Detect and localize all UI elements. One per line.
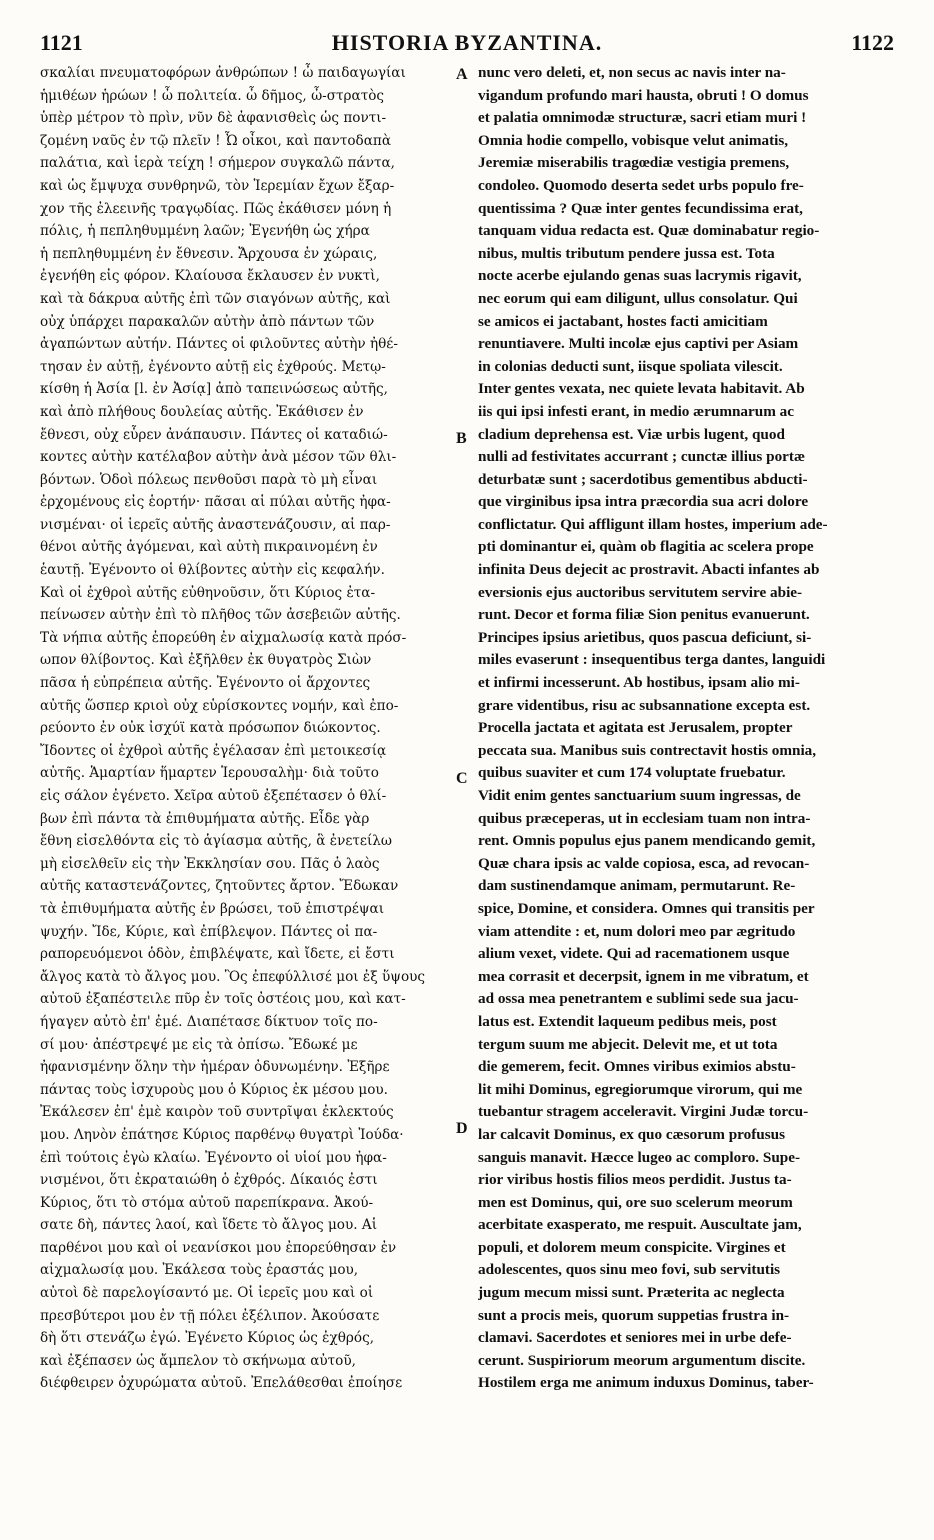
- latin-text-line: die gemerem, fecit. Omnes viribus eximios abstu-: [478, 1058, 796, 1076]
- latin-text-line: men est Dominus, qui, ore suo scelerum meorum: [478, 1193, 793, 1211]
- greek-text-line: ἐρχομένους εἰς ἑορτήν· πᾶσαι αἱ πύλαι αὐτῆς ἠφα-: [40, 494, 391, 511]
- latin-text-line: Procella jactata et agitata est Jerusalem, propter: [478, 719, 793, 737]
- greek-text-line: εἰς σάλον ἐγένετο. Χεῖρα αὐτοῦ ἐξεπέτασεν ὁ θλί-: [40, 788, 387, 804]
- latin-text-line: conflictatur. Qui affligunt illam hostes, imperium ade-: [478, 515, 828, 533]
- greek-text-line: αὐτῆς. Ἁμαρτίαν ἥμαρτεν Ἱερουσαλὴμ· διὰ τοῦτο: [40, 765, 379, 782]
- greek-text-line: παλάτια, καὶ ἱερὰ τείχη ! σήμερον συγκαλῶ πάντα,: [40, 155, 395, 172]
- greek-text-line: ἔθνεσι, οὐχ εὗρεν ἀνάπαυσιν. Πάντες οἱ καταδιώ-: [40, 426, 388, 443]
- latin-text-line: viam attendite : et, num dolori meo par ægritudo: [478, 922, 796, 940]
- running-title: HISTORIA BYZANTINA.: [331, 30, 603, 55]
- greek-text-line: ἑαυτῇ. Ἐγένοντο οἱ θλίβοντες αὐτὴν εἰς κεφαλήν.: [40, 562, 385, 579]
- greek-text-line: καὶ ἐξέπασεν ὡς ἄμπελον τὸ σκήνωμα αὐτοῦ,: [40, 1352, 356, 1369]
- greek-text-line: ἡ πεπληθυμμένη ἐν ἔθνεσιν. Ἄρχουσα ἐν χώραις,: [40, 245, 378, 262]
- greek-text-line: οὐχ ὑπάρχει παρακαλῶν αὐτὴν ἀπὸ πάντων τῶν: [40, 313, 375, 330]
- greek-text-line: νισμέναι· οἱ ἱερεῖς αὐτῆς ἀναστενάζουσιν, αἱ παρ-: [40, 516, 391, 533]
- greek-text-line: ἡμιθέων ἡρώων ! ὦ πολιτεία. ὦ δῆμος, ὦ-στρατὸς: [40, 87, 385, 104]
- greek-text-line: αἰχμαλωσίᾳ μου. Ἐκάλεσα τοὺς ἐραστάς μου,: [40, 1262, 359, 1279]
- latin-text-line: rent. Omnis populus ejus panem mendicando gemit,: [478, 832, 816, 850]
- greek-column: [40, 62, 460, 1512]
- greek-text-line: σκαλίαι πνευματοφόρων ἀνθρώπων ! ὦ παιδαγωγίαι: [40, 65, 406, 81]
- latin-column: [478, 62, 896, 1512]
- greek-text-line: ἐγενήθη εἰς φόρον. Κλαίουσα ἔκλαυσεν ἐν νυκτὶ,: [40, 268, 380, 285]
- latin-text-line: peccata sua. Manibus suis contrectavit hostis omnia,: [478, 741, 817, 759]
- latin-text-line: Quæ chara ipsis ac valde copiosa, esca, ad revocan-: [478, 854, 810, 872]
- greek-text-line: ζομένη ναῦς ἐν τῷ πλεῖν ! Ὦ οἶκοι, καὶ παντοδαπὰ: [40, 132, 392, 149]
- latin-text-line: mea corrasit et decerpsit, ignem in me vibratum, et: [478, 967, 809, 985]
- latin-text-line: lit mihi Dominus, egregiorumque virorum, qui me: [478, 1080, 803, 1098]
- section-marker-d: D: [456, 1120, 468, 1137]
- latin-text-line: tergum suum me abjecit. Delevit me, et ut tota: [478, 1035, 778, 1053]
- latin-text-line: adolescentes, quos sinu meo fovi, sub servitutis: [478, 1261, 781, 1279]
- latin-text-line: cladium deprehensa est. Viæ urbis lugent, quod: [478, 425, 785, 443]
- latin-text-line: quibus suaviter et cum 174 voluptate fruebatur.: [478, 764, 786, 782]
- section-marker-b: B: [456, 430, 467, 447]
- latin-text-line: Omnia hodie compello, vobisque velut animatis,: [478, 131, 789, 149]
- latin-text-line: tanquam vidua redacta est. Quæ dominabatur regio-: [478, 222, 820, 240]
- greek-text-line: μὴ εἰσελθεῖν εἰς τὴν Ἐκκλησίαν σου. Πᾶς ὁ λαὸς: [40, 855, 380, 872]
- greek-text-line: αὐτῆς ὥσπερ κριοὶ οὐχ εὑρίσκοντες νομήν, καὶ ἐπο-: [40, 697, 399, 714]
- latin-text-line: latus est. Extendit laqueum pedibus meis, post: [478, 1012, 777, 1030]
- greek-text-line: καὶ ὡς ἔμψυχα συνθρηνῶ, τὸν Ἱερεμίαν ἔχων ἔξαρ-: [40, 177, 395, 194]
- greek-text-line: παρθένοι μου καὶ οἱ νεανίσκοι μου ἐπορεύθησαν ἐν: [40, 1239, 397, 1256]
- latin-text-line: dam sustinendamque animam, permutarunt. Re-: [478, 877, 796, 895]
- greek-text-line: αὐτῆς καταστενάζοντες, ζητοῦντες ἄρτον. Ἔδωκαν: [40, 878, 399, 895]
- greek-text-line: ἐπὶ τούτοις ἐγὼ κλαίω. Ἐγένοντο οἱ υἱοί μου ἠφα-: [40, 1149, 387, 1166]
- greek-text-line: τὰ ἐπιθυμήματα αὐτῆς ἐν βρώσει, τοῦ ἐπιστρέψαι: [40, 900, 385, 917]
- greek-text-line: κοντες αὐτὴν κατέλαβον αὐτὴν ἀνὰ μέσον τῶν θλι-: [40, 449, 397, 466]
- latin-text-line: runt. Decor et forma filiæ Sion penitus evanuerunt.: [478, 606, 810, 624]
- greek-text-line: δὴ ὅτι στενάζω ἐγώ. Ἐγένετο Κύριος ὡς ἐχθρός,: [40, 1330, 375, 1347]
- latin-text-line: condoleo. Quomodo deserta sedet urbs populo fre-: [478, 176, 804, 194]
- latin-text-line: clamavi. Sacerdotes et seniores mei in urbe defe-: [478, 1329, 792, 1347]
- latin-text-line: nocte acerbe ejulando genas suas lacrymis rigavit,: [478, 267, 802, 285]
- latin-text-line: ad ossa mea penetrantem e sublimi sede sua jacu-: [478, 990, 799, 1008]
- greek-text-line: ρεύοντο ἐν οὐκ ἰσχύϊ κατὰ πρόσωπον διώκοντος.: [40, 720, 381, 737]
- latin-text-line: se amicos ei jactabant, hostes facti amicitiam: [478, 312, 768, 330]
- latin-text-line: sunt a procis meis, quorum suppetias frustra in-: [478, 1306, 790, 1324]
- greek-text-line: διέφθειρεν ὀχυρώματα αὐτοῦ. Ἐπελάθεσθαι ἐποίησε: [40, 1375, 403, 1392]
- latin-text-line: sanguis manavit. Hæcce lugeo ac comploro. Supe-: [478, 1148, 801, 1166]
- latin-text-line: Inter gentes vexata, nec quiete levata habitavit. Ab: [478, 380, 805, 398]
- greek-text-line: Κύριος, ὅτι τὸ στόμα αὐτοῦ παρεπίκρανα. Ἀκού-: [40, 1194, 374, 1211]
- latin-text-line: nunc vero deleti, et, non secus ac navis inter na-: [478, 64, 786, 81]
- latin-text-line: iis qui ipsi infesti erant, in medio ærumnarum ac: [478, 402, 795, 420]
- page-header: [40, 30, 894, 58]
- greek-text-line: καὶ τὰ δάκρυα αὐτῆς ἐπὶ τῶν σιαγόνων αὐτῆς, καὶ: [40, 290, 391, 307]
- greek-text-line: Τὰ νήπια αὐτῆς ἐπορεύθη ἐν αἰχμαλωσίᾳ κατὰ πρόσ-: [40, 629, 407, 646]
- latin-text-line: Vidit enim gentes sanctuarium suum ingressas, de: [478, 787, 801, 804]
- greek-text-line: αὐτοὶ δὲ παρελογίσαντό με. Οἱ ἱερεῖς μου καὶ οἱ: [40, 1285, 374, 1302]
- greek-text-line: θένοι αὐτῆς ἀγόμεναι, καὶ αὐτὴ πικραινομένη ἐν: [40, 539, 378, 556]
- greek-text-line: πόλις, ἡ πεπληθυμμένη λαῶν; Ἐγενήθη ὡς χήρα: [40, 223, 370, 240]
- section-marker-a: A: [456, 66, 468, 83]
- greek-text-line: Καὶ οἱ ἐχθροὶ αὐτῆς εὐθηνοῦσιν, ὅτι Κύριος ἐτα-: [40, 584, 376, 601]
- greek-text-line: νισμένοι, ὅτι ἐκραταιώθη ὁ ἐχθρός. Δίκαιός ἐστι: [40, 1172, 378, 1189]
- right-page-number: 1122: [851, 30, 894, 55]
- latin-text-line: Principes ipsius arietibus, quos pascua deficiunt, si-: [478, 628, 812, 646]
- latin-text-line: infinita Deus dejecit ac prostravit. Abacti infantes ab: [478, 561, 820, 579]
- greek-text-line: πᾶσα ἡ εὐπρέπεια αὐτῆς. Ἐγένοντο οἱ ἄρχοντες: [40, 675, 371, 692]
- greek-text-line: ραπορευόμενοι ὁδὸν, ἐπιβλέψατε, καὶ ἴδετε, εἰ ἔστι: [40, 946, 395, 963]
- greek-text-line: καὶ ἀπὸ πλήθους δουλείας αὐτῆς. Ἐκάθισεν ἐν: [40, 403, 364, 420]
- latin-text-line: grare videntibus, risu ac subsannatione excepta est.: [478, 696, 811, 714]
- greek-text-line: χον τῆς ἐλεεινῆς τραγῳδίας. Πῶς ἐκάθισεν μόνη ἡ: [40, 200, 392, 217]
- greek-text-line: βόντων. Ὁδοὶ πόλεως πενθοῦσι παρὰ τὸ μὴ εἶναι: [40, 471, 378, 488]
- greek-text-line: τησαν ἐν αὐτῇ, ἐγένοντο αὐτῇ εἰς ἐχθρούς. Μετῳ-: [40, 358, 386, 375]
- latin-text-line: nulli ad festivitates accurrant ; cunctæ illius portæ: [478, 448, 805, 466]
- latin-text-line: jugum mecum missi sunt. Præterita ac neglecta: [478, 1284, 785, 1302]
- greek-text-line: σατε δὴ, πάντες λαοί, καὶ ἴδετε τὸ ἄλγος μου. Αἱ: [40, 1217, 378, 1234]
- latin-text-line: Jeremiæ miserabilis tragœdiæ vestigia premens,: [478, 154, 790, 172]
- latin-text-line: et palatia omnimodæ structuræ, sacri etiam muri !: [478, 109, 807, 127]
- latin-text-line: populi, et dolorem meum conspicite. Virgines et: [478, 1238, 786, 1256]
- greek-text-line: ήγαγεν αὐτὸ ἐπ' ἐμέ. Διαπέτασε δίκτυον τοῖς πο-: [40, 1013, 378, 1030]
- latin-text-line: Hostilem erga me animum induxus Dominus, taber-: [478, 1374, 814, 1392]
- latin-text-line: vigandum profundo mari hausta, obruti ! O domus: [478, 86, 809, 104]
- greek-text-line: πείνωσεν αὐτὴν ἐπὶ τὸ πλῆθος τῶν ἀσεβειῶν αὐτῆς.: [40, 607, 401, 624]
- latin-text-line: alium vexet, videte. Qui ad racemationem usque: [478, 945, 790, 963]
- latin-text-line: cerunt. Suspiriorum meorum argumentum discite.: [478, 1351, 806, 1369]
- latin-text-line: nec eorum qui eam diligunt, ullus consolatur. Qui: [478, 289, 798, 307]
- latin-text-line: pti dominantur ei, quàm ob flagitia ac scelera prope: [478, 538, 814, 556]
- greek-text-line: ἔθνη εἰσελθόντα εἰς τὸ ἁγίασμα αὐτῆς, ἃ ἐνετείλω: [40, 833, 392, 850]
- greek-text-line: μου. Ληνὸν ἐπάτησε Κύριος παρθένῳ θυγατρὶ Ἰούδα·: [40, 1126, 404, 1143]
- latin-text-line: nibus, multis tributum pendere jussa est. Tota: [478, 244, 775, 262]
- greek-text-line: πάντας τοὺς ἰσχυροὺς μου ὁ Κύριος ἐκ μέσου μου.: [40, 1081, 389, 1098]
- greek-text-line: ἠφανισμένην ὅλην τὴν ἡμέραν ὀδυνωμένην. Ἐξῆρε: [40, 1059, 390, 1076]
- latin-text-line: acerbitate exasperato, me respuit. Auscultate jam,: [478, 1216, 802, 1234]
- latin-text-line: deturbatæ sunt ; sacerdotibus gementibus abducti-: [478, 470, 808, 488]
- greek-text-line: ωπον θλίβοντος. Καὶ ἐξῆλθεν ἐκ θυγατρὸς Σιὼν: [40, 652, 372, 669]
- latin-text-line: que virginibus ipsa intra præcordia sua acri dolore: [478, 493, 809, 511]
- greek-text-line: Ἴδοντες οἱ ἐχθροὶ αὐτῆς ἐγέλασαν ἐπὶ μετοικεσίᾳ: [40, 742, 387, 759]
- section-marker-c: C: [456, 770, 468, 787]
- left-page-number: 1121: [40, 30, 83, 55]
- greek-text-line: αὐτοῦ ἐξαπέστειλε πῦρ ἐν τοῖς ὀστέοις μου, καὶ κατ-: [40, 991, 406, 1008]
- greek-text-line: πρεσβύτεροι μου ἐν τῇ πόλει ἐξέλιπον. Ἀκούσατε: [40, 1307, 380, 1324]
- latin-text-line: et infirmi incesserunt. Ab hostibus, ipsam alio mi-: [478, 674, 800, 692]
- latin-text-line: renuntiavere. Multi incolæ ejus captivi per Asiam: [478, 335, 799, 353]
- greek-text-line: ἀγαπώντων αὐτήν. Πάντες οἱ φιλοῦντες αὐτὴν ἠθέ-: [40, 336, 398, 353]
- latin-text-line: quentissima ? Quæ inter gentes fecundissima erat,: [478, 199, 803, 217]
- latin-text-line: miles evaserunt : insequentibus terga dantes, languidi: [478, 651, 826, 669]
- greek-text-line: ψυχήν. Ἴδε, Κύριε, καὶ ἐπίβλεψον. Πάντες οἱ πα-: [40, 923, 378, 940]
- greek-text-line: ὑπὲρ μέτρον τὸ πρὶν, νῦν δὲ ἀφανισθεὶς ὡς ποντι-: [40, 110, 387, 127]
- latin-text-line: rior viribus hostis filios meos perdidit. Justus ta-: [478, 1171, 792, 1189]
- greek-text-line: βων ἐπὶ πάντα τὰ ἐπιθυμήματα αὐτῆς. Εἶδε γὰρ: [40, 810, 370, 827]
- latin-text-line: quibus præceperas, ut in ecclesiam tuam non intra-: [478, 809, 811, 827]
- latin-text-line: tuebantur stragem acceleravit. Virgini Judæ torcu-: [478, 1103, 809, 1121]
- greek-text-line: σί μου· ἀπέστρεψέ με εἰς τὰ ὀπίσω. Ἔδωκέ με: [40, 1036, 358, 1053]
- latin-text-line: eversionis ejus auctoribus servitutem servire abie-: [478, 583, 803, 601]
- latin-text-line: in colonias deducti sunt, iisque spoliata vilescit.: [478, 357, 783, 375]
- latin-text-line: spice, Domine, et considera. Omnes qui transitis per: [478, 899, 815, 917]
- greek-text-line: Ἐκάλεσεν ἐπ' ἐμὲ καιρὸν τοῦ συντρῖψαι ἐκλεκτούς: [40, 1104, 394, 1121]
- greek-text-line: κίσθη ἡ Ἀσία [l. ἐν Ἀσίᾳ] ἀπὸ ταπεινώσεως αὐτῆς,: [40, 381, 388, 398]
- greek-text-line: ἄλγος κατὰ τὸ ἄλγος μου. Ὃς ἐπεφύλλισέ μοι ἐξ ὕψους: [40, 968, 425, 985]
- latin-text-line: lar calcavit Dominus, ex quo cæsorum profusus: [478, 1125, 786, 1143]
